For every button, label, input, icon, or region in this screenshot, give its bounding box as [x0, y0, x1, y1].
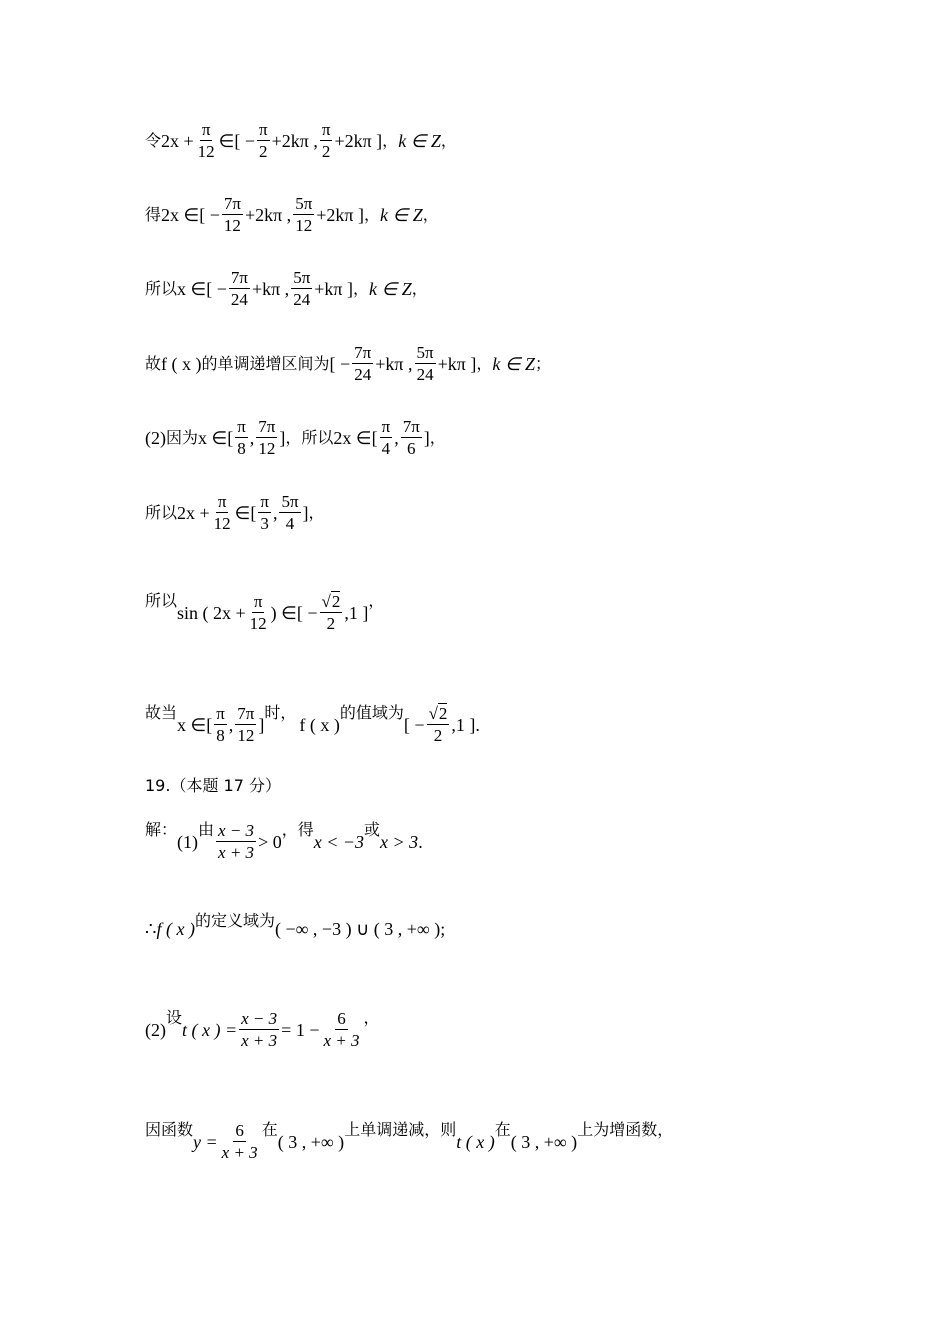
- text: ，得: [281, 820, 314, 839]
- text: 设: [166, 1008, 183, 1027]
- math: +2kπ ]: [334, 130, 383, 151]
- fraction: $\frac{7\pi}{24}$: [230, 268, 248, 309]
- sqrt-value: 2: [331, 592, 341, 611]
- text: 在: [261, 1120, 278, 1139]
- math: ,: [228, 714, 234, 735]
- text: ，: [422, 204, 439, 224]
- fraction: $\frac{5\pi}{24}$: [293, 268, 311, 309]
- text: 令: [145, 130, 162, 150]
- math: x ∈[: [198, 427, 234, 448]
- math: ∈[: [234, 502, 257, 523]
- math: ( 3 , +∞ ): [510, 1131, 578, 1152]
- math: t ( x ): [456, 1131, 495, 1152]
- line-11: [145, 911, 446, 939]
- math: +kπ ,: [251, 278, 290, 299]
- fraction: $\frac{\pi}{12}$: [213, 492, 231, 533]
- fraction: $\frac{\pi}{8}$: [216, 704, 225, 745]
- math: ,1 ]: [344, 602, 369, 623]
- fraction: $\frac{7\pi}{12}$: [237, 704, 255, 745]
- line-7: [145, 593, 384, 633]
- text: 所以: [145, 591, 178, 610]
- text: 解：: [145, 820, 178, 839]
- fraction: $\frac{7\pi}{12}$: [258, 417, 276, 458]
- fraction: $\frac{x - 3}{x + 3}$: [218, 821, 255, 862]
- math: f ( x ): [161, 353, 202, 374]
- math: 2x ∈[: [333, 427, 378, 448]
- fraction: $\frac{√2}{2}$: [428, 704, 448, 745]
- math: .: [475, 714, 480, 735]
- math: ∴: [145, 919, 157, 939]
- math: x < −3: [313, 831, 365, 852]
- text: ，: [368, 591, 385, 610]
- text: 所以: [145, 278, 178, 298]
- text: ，: [364, 204, 381, 224]
- text: 因函数: [145, 1120, 194, 1139]
- fraction: $\frac{5\pi}{24}$: [416, 343, 434, 384]
- math: = 1 −: [281, 1019, 320, 1040]
- line-2: [145, 195, 439, 235]
- math: 2x +: [177, 502, 210, 523]
- line-6: [145, 493, 325, 533]
- fraction: $\frac{\pi}{8}$: [237, 417, 246, 458]
- math: k ∈ Z: [398, 130, 441, 151]
- text: 所以: [301, 427, 334, 447]
- math: k ∈ Z: [369, 278, 412, 299]
- math: f ( x ): [156, 919, 195, 939]
- text: 或: [364, 820, 381, 839]
- math: ,1 ]: [451, 714, 476, 735]
- math: +kπ ]: [437, 353, 477, 374]
- line-3: [145, 269, 428, 309]
- fraction: $\frac{7\pi}{6}$: [402, 417, 420, 458]
- line-13: [145, 1122, 673, 1162]
- text: ，: [411, 278, 428, 298]
- math: k ∈ Z: [380, 204, 423, 225]
- fraction: $\frac{6}{x + 3}$: [323, 1009, 360, 1050]
- text: 所以: [145, 502, 178, 522]
- math: [ −: [329, 353, 351, 374]
- fraction: $\frac{7\pi}{24}$: [354, 343, 372, 384]
- line-4: [145, 344, 551, 384]
- text: 时，: [264, 703, 297, 722]
- line-10: [145, 822, 423, 862]
- sqrt-symbol: √: [321, 592, 331, 611]
- math: (2): [145, 1019, 166, 1040]
- fraction: $\frac{\pi}{12}$: [197, 120, 215, 161]
- section-heading: [145, 778, 281, 794]
- math: ,: [249, 427, 255, 448]
- text: 的定义域为: [194, 911, 275, 930]
- math: k ∈ Z: [492, 353, 536, 374]
- fraction: $\frac{5\pi}{12}$: [295, 194, 313, 235]
- text: 由: [198, 820, 215, 839]
- fraction: $\frac{√2}{2}$: [321, 592, 341, 633]
- math: +2kπ ,: [244, 204, 292, 225]
- line-5: [145, 418, 446, 458]
- text: 的单调递增区间为: [201, 353, 330, 373]
- math: [ −: [403, 714, 425, 735]
- math: ,: [272, 502, 278, 523]
- math: ]: [258, 714, 265, 735]
- sqrt-value: 2: [438, 704, 448, 723]
- text: 因为: [166, 427, 199, 447]
- text: ，: [353, 278, 370, 298]
- fraction: $\frac{7\pi}{12}$: [223, 194, 241, 235]
- fraction: $\frac{\pi}{4}$: [381, 417, 391, 458]
- math: x > 3: [380, 831, 419, 852]
- line-1: [145, 121, 457, 161]
- math: sin ( 2x +: [177, 602, 246, 623]
- math: ) ∈[ −: [270, 602, 318, 623]
- math: ,: [394, 427, 399, 448]
- math: ∈[ −: [218, 130, 255, 151]
- math: ( 3 , +∞ ): [277, 1131, 345, 1152]
- text: ，: [308, 502, 325, 522]
- text: ，: [382, 130, 399, 150]
- math: .: [418, 831, 423, 852]
- text: 故当: [145, 703, 178, 722]
- math: f ( x ): [299, 714, 340, 735]
- fraction: $\frac{x - 3}{x + 3}$: [241, 1009, 278, 1050]
- math: ( −∞ , −3 ) ∪ ( 3 , +∞ );: [274, 919, 446, 939]
- fraction: $\frac{6}{x + 3}$: [221, 1121, 258, 1162]
- text: ，: [476, 353, 493, 373]
- fraction: $\frac{\pi}{12}$: [249, 592, 267, 633]
- math: 2x +: [161, 130, 194, 151]
- line-12: [145, 1010, 380, 1050]
- sqrt-symbol: √: [428, 704, 438, 723]
- line-8: [145, 705, 480, 745]
- fraction: $\frac{\pi}{3}$: [260, 492, 269, 533]
- text: ，: [363, 1008, 380, 1027]
- text: 上为增函数，: [577, 1120, 674, 1139]
- text: ，: [285, 427, 302, 447]
- math: +kπ ]: [314, 278, 354, 299]
- text: ，: [440, 130, 457, 150]
- math: ]: [279, 427, 286, 448]
- text: 故: [145, 353, 162, 373]
- text: 在: [494, 1120, 511, 1139]
- text: 19.（本题 17 分）: [145, 776, 281, 795]
- fraction: $\frac{\pi}{2}$: [259, 120, 268, 161]
- math: ]: [302, 502, 309, 523]
- text: 上单调递减，则: [344, 1120, 457, 1139]
- math: +2kπ ,: [271, 130, 318, 151]
- text: ；: [535, 353, 552, 373]
- math: +kπ ,: [375, 353, 413, 374]
- fraction: $\frac{\pi}{2}$: [321, 120, 331, 161]
- text: 的值域为: [339, 703, 404, 722]
- math: +2kπ ]: [316, 204, 365, 225]
- math: x ∈[ −: [177, 278, 227, 299]
- text: ，: [429, 427, 446, 447]
- math: t ( x ) =: [182, 1019, 238, 1040]
- fraction: $\frac{5\pi}{4}$: [281, 492, 299, 533]
- math: (1): [177, 831, 199, 852]
- math: y =: [193, 1131, 218, 1152]
- math: 2x ∈[ −: [161, 204, 220, 225]
- text: 得: [145, 204, 162, 224]
- math: > 0: [258, 831, 282, 852]
- math: ]: [423, 427, 430, 448]
- math: (2): [145, 427, 166, 448]
- math: x ∈[: [177, 714, 213, 735]
